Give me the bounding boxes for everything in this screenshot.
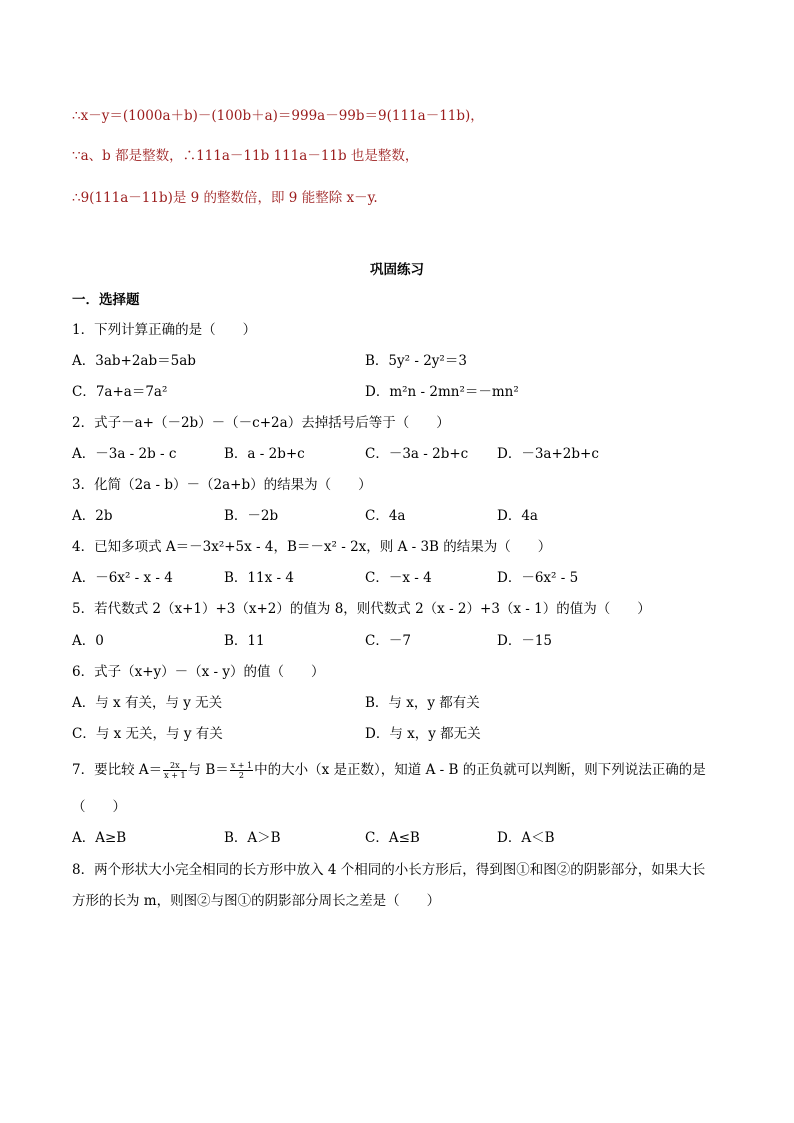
question-2-option-c[interactable]: C．－3a - 2b+c bbox=[365, 446, 469, 462]
proof-line-3: ∴9(111a－11b)是 9 的整数倍，即 9 能整除 x－y. bbox=[72, 190, 378, 206]
proof-line-2: ∵a、b 都是整数，∴111a－11b 111a－11b 也是整数， bbox=[72, 148, 419, 164]
question-5-option-a[interactable]: A．0 bbox=[72, 633, 104, 649]
question-1-option-c[interactable]: C．7a+a＝7a² bbox=[72, 384, 168, 400]
question-7-stem-part-a: 7．要比较 A＝ bbox=[72, 762, 163, 778]
fraction-a-numerator: 2x bbox=[163, 761, 186, 771]
question-5-option-c[interactable]: C．－7 bbox=[365, 633, 411, 649]
question-5-option-b[interactable]: B．11 bbox=[224, 633, 265, 649]
question-6-option-d[interactable]: D．与 x，y 都无关 bbox=[365, 726, 481, 742]
question-3-option-c[interactable]: C．4a bbox=[365, 508, 406, 524]
question-7-option-a[interactable]: A．A≥B bbox=[72, 830, 127, 846]
question-2-option-b[interactable]: B．a - 2b+c bbox=[224, 446, 305, 462]
question-1-option-d[interactable]: D．m²n - 2mn²＝－mn² bbox=[365, 384, 519, 400]
question-2-stem: 2．式子－a+（－2b）－（－c+2a）去掉括号后等于（ ） bbox=[72, 415, 450, 431]
fraction-a-denominator: x + 1 bbox=[164, 771, 186, 780]
question-2-option-a[interactable]: A．－3a - 2b - c bbox=[72, 446, 177, 462]
question-6-option-b[interactable]: B．与 x，y 都有关 bbox=[365, 695, 480, 711]
question-2-option-d[interactable]: D．－3a+2b+c bbox=[497, 446, 599, 462]
question-6-option-a[interactable]: A．与 x 有关，与 y 无关 bbox=[72, 695, 223, 711]
fraction-b-denominator: 2 bbox=[238, 771, 244, 780]
question-6-stem: 6．式子（x+y）－（x - y）的值（ ） bbox=[72, 664, 325, 680]
question-5-option-d[interactable]: D．－15 bbox=[497, 633, 553, 649]
question-3-option-d[interactable]: D．4a bbox=[497, 508, 538, 524]
question-1-option-b[interactable]: B．5y² - 2y²＝3 bbox=[365, 353, 467, 369]
question-1-option-a[interactable]: A．3ab+2ab＝5ab bbox=[72, 353, 196, 369]
question-7-option-d[interactable]: D．A＜B bbox=[497, 830, 555, 846]
question-4-option-b[interactable]: B．11x - 4 bbox=[224, 570, 294, 586]
question-4-option-d[interactable]: D．－6x² - 5 bbox=[497, 570, 579, 586]
question-8-stem-continued: 方形的长为 m，则图②与图①的阴影部分周长之差是（ ） bbox=[72, 893, 441, 909]
question-8-stem: 8．两个形状大小完全相同的长方形中放入 4 个相同的小长方形后，得到图①和图②的阴影部分，如果大长 bbox=[72, 862, 706, 878]
fraction-b bbox=[230, 761, 253, 780]
question-7-stem-part-c: 中的大小（x 是正数），知道 A - B 的正负就可以判断，则下列说法正确的是 bbox=[254, 762, 706, 778]
section-heading: 一．选择题 bbox=[72, 292, 140, 308]
proof-line-1: ∴x－y＝(1000a＋b)－(100b＋a)＝999a－99b＝9(111a－11b)， bbox=[72, 108, 484, 124]
question-6-option-c[interactable]: C．与 x 无关，与 y 有关 bbox=[72, 726, 223, 742]
question-1-stem: 1．下列计算正确的是（ ） bbox=[72, 322, 257, 338]
question-4-option-a[interactable]: A．－6x² - x - 4 bbox=[72, 570, 173, 586]
section-title: 巩固练习 bbox=[370, 262, 424, 278]
question-3-option-a[interactable]: A．2b bbox=[72, 508, 113, 524]
question-7-option-b[interactable]: B．A＞B bbox=[224, 830, 281, 846]
question-3-stem: 3．化简（2a - b）－（2a+b）的结果为（ ） bbox=[72, 477, 372, 493]
question-4-stem: 4．已知多项式 A＝－3x²+5x - 4，B＝－x² - 2x，则 A - 3B 的结果为（ ） bbox=[72, 539, 552, 555]
question-3-option-b[interactable]: B．－2b bbox=[224, 508, 279, 524]
question-7-stem bbox=[72, 760, 706, 780]
fraction-a bbox=[163, 761, 186, 780]
question-7-stem-continued: （ ） bbox=[72, 799, 126, 815]
question-7-stem-part-b: 与 B＝ bbox=[187, 762, 229, 778]
question-4-option-c[interactable]: C．－x - 4 bbox=[365, 570, 432, 586]
question-7-option-c[interactable]: C．A≤B bbox=[365, 830, 420, 846]
fraction-b-numerator: x + 1 bbox=[230, 761, 253, 770]
question-5-stem: 5．若代数式 2（x+1）+3（x+2）的值为 8，则代数式 2（x - 2）+3（x - 1）的值为（ ） bbox=[72, 601, 651, 617]
